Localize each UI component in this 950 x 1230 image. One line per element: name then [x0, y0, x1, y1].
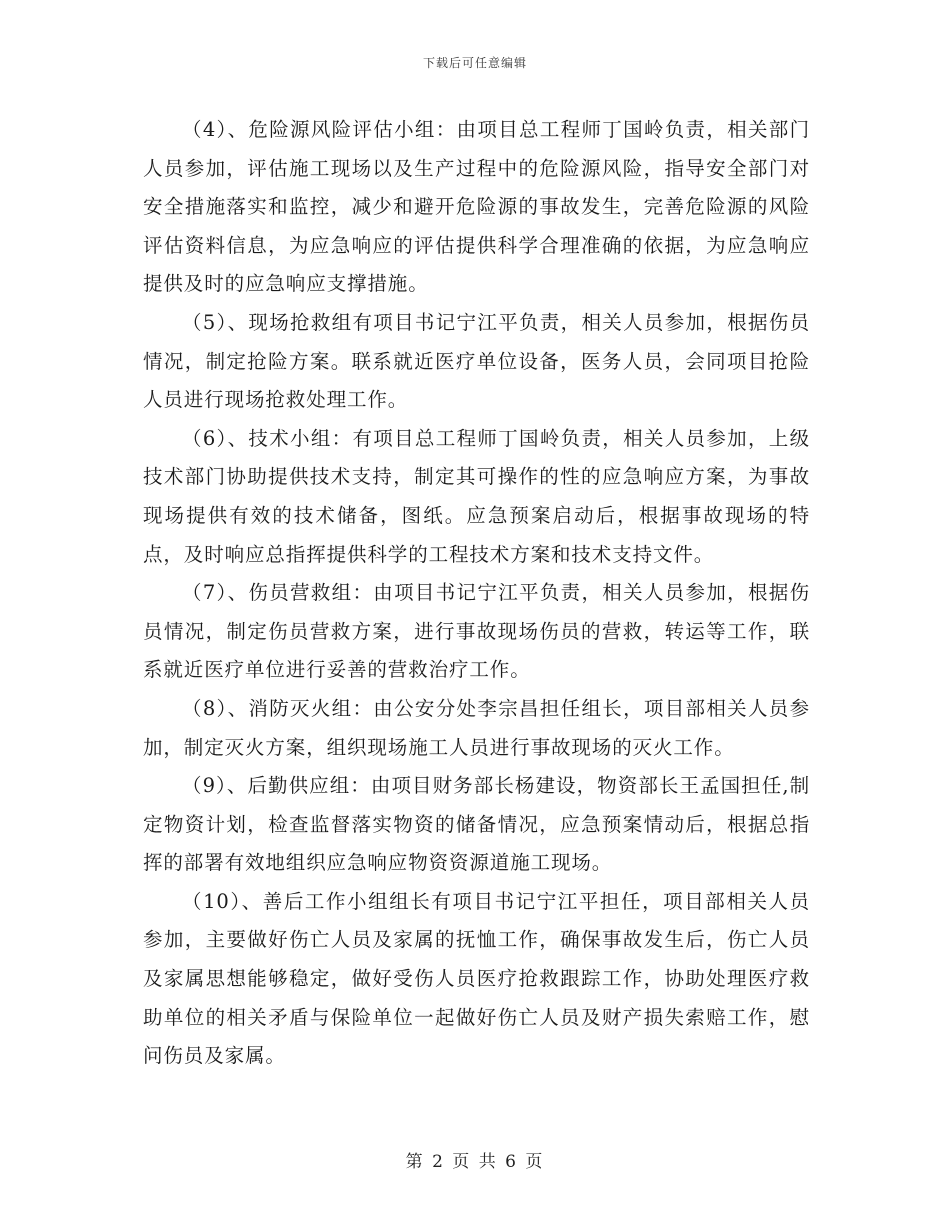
paragraph-4: （4）、危险源风险评估小组：由项目总工程师丁国岭负责，相关部门人员参加，评估施工现场以及生产过程中的危险源风险，指导安全部门对安全措施落实和监控，减少和避开危险源的事故发生，完善危险源的风险评估资料信息，为应急响应的评估提供科学合理准确的依据，为应急响应提供及时的应急响应支撑措施。 [143, 118, 810, 296]
paragraph-7: （7）、伤员营救组：由项目书记宁江平负责，相关人员参加，根据伤员情况，制定伤员营救方案，进行事故现场伤员的营救，转运等工作，联系就近医疗单位进行妥善的营救治疗工作。 [143, 581, 810, 682]
header-note: 下载后可任意编辑 [422, 56, 527, 70]
paragraph-6: （6）、技术小组：有项目总工程师丁国岭负责，相关人员参加，上级技术部门协助提供技术支持，制定其可操作的性的应急响应方案，为事故现场提供有效的技术储备，图纸。应急预案启动后，根据事故现场的特点，及时响应总指挥提供科学的工程技术方案和技术支持文件。 [143, 426, 810, 566]
paragraph-5: （5）、现场抢救组有项目书记宁江平负责，相关人员参加，根据伤员情况，制定抢险方案。联系就近医疗单位设备，医务人员，会同项目抢险人员进行现场抢救处理工作。 [143, 310, 810, 412]
document-body [143, 111, 810, 1076]
paragraph-8: （8）、消防灭火组：由公安分处李宗昌担任组长，项目部相关人员参加，制定灭火方案，组织现场施工人员进行事故现场的灭火工作。 [143, 696, 810, 759]
paragraph-9: （9）、后勤供应组：由项目财务部长杨建设，物资部长王孟国担任,制定物资计划，检查监督落实物资的储备情况，应急预案情动后，根据总指挥的部署有效地组织应急响应物资资源道施工现场。 [143, 774, 810, 875]
page-number-footer: 第 2 页 共 6 页 [405, 1152, 545, 1172]
paragraph-10: （10）、善后工作小组组长有项目书记宁江平担任，项目部相关人员参加，主要做好伤亡人员及家属的抚恤工作，确保事故发生后，伤亡人员及家属思想能够稳定，做好受伤人员医疗抢救跟踪工作，协助处理医疗救助单位的相关矛盾与保险单位一起做好伤亡人员及财产损失索赔工作，慰问伤员及家属。 [143, 889, 810, 1068]
